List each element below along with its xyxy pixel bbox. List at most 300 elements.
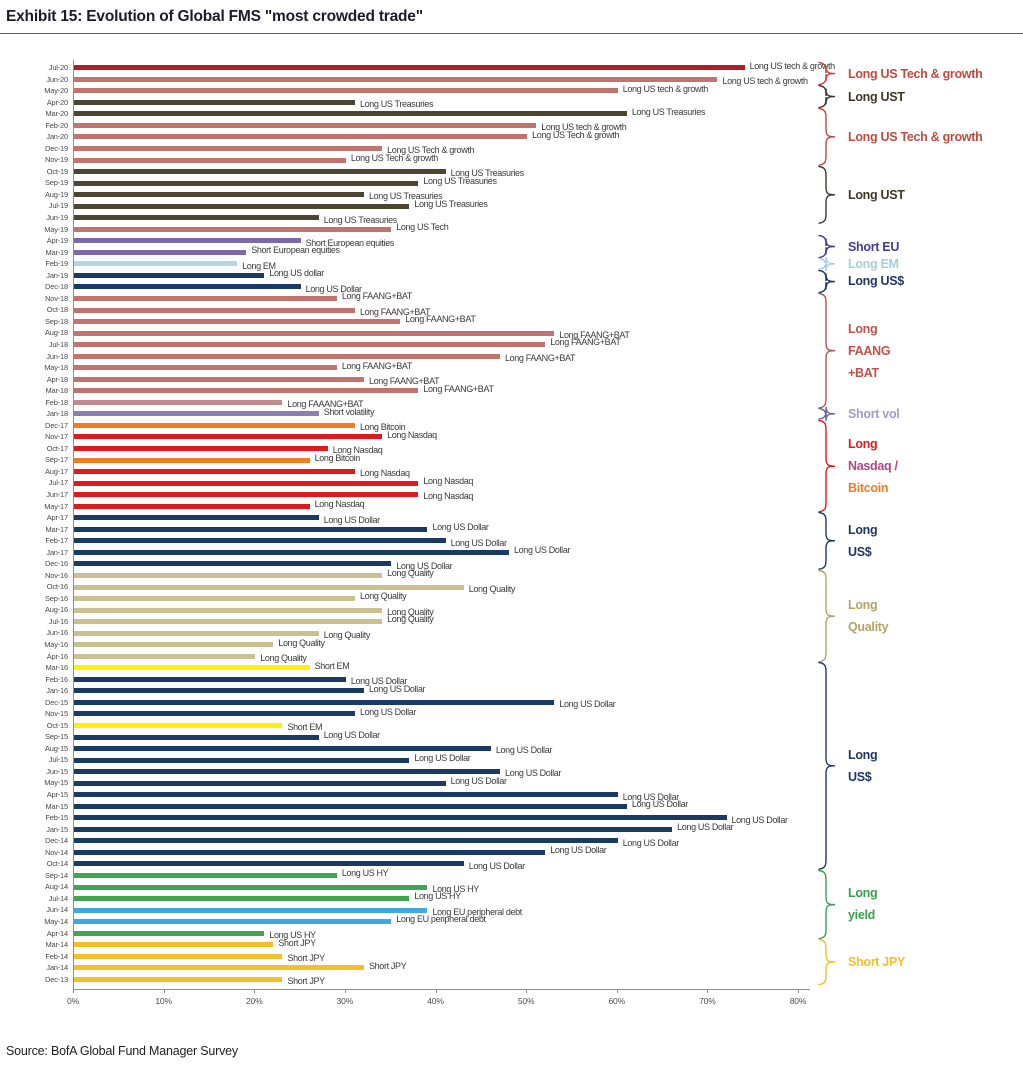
month-label: Jul-14 xyxy=(48,893,68,903)
bar xyxy=(74,931,264,936)
month-label: Jun-17 xyxy=(46,489,68,499)
bar xyxy=(74,469,355,474)
group-brace xyxy=(818,569,838,669)
bar xyxy=(74,296,337,301)
x-tick xyxy=(617,989,618,993)
bar xyxy=(74,377,364,382)
bar xyxy=(74,458,310,463)
bar-label: Long US Treasuries xyxy=(323,214,397,225)
month-label: Sep-19 xyxy=(45,178,68,188)
bar xyxy=(74,123,536,128)
month-label: Jun-20 xyxy=(46,74,68,84)
bar-label: Long US Dollar xyxy=(450,775,507,786)
group-brace xyxy=(818,107,838,172)
x-tick xyxy=(345,989,346,993)
month-label: Feb-16 xyxy=(45,674,68,684)
bar xyxy=(74,873,337,878)
month-label: Jan-19 xyxy=(46,270,68,280)
month-label: Apr-20 xyxy=(46,97,68,107)
bar xyxy=(74,261,237,266)
bar xyxy=(74,146,382,151)
bar-label: Long Bitcoin xyxy=(359,422,406,433)
group-label-line: Long US Tech & growth xyxy=(848,130,983,144)
month-label: Mar-19 xyxy=(45,247,68,257)
bar xyxy=(74,504,310,509)
bar xyxy=(74,815,727,820)
group-label xyxy=(848,240,899,254)
bar-label: Long FAANG+BAT xyxy=(559,329,630,340)
bar-label: Long FAANG+BAT xyxy=(550,337,621,348)
bar xyxy=(74,308,355,313)
bar xyxy=(74,158,346,163)
bar-label: Long US Dollar xyxy=(559,699,616,710)
group-label xyxy=(848,407,899,421)
bar-label: Short European equities xyxy=(251,245,340,256)
month-label: Dec-16 xyxy=(45,559,68,569)
month-label: Apr-15 xyxy=(46,790,68,800)
group-label-line: +BAT xyxy=(848,365,879,380)
group-label-line: Nasdaq / xyxy=(848,458,898,473)
group-brace xyxy=(818,869,838,946)
group-label xyxy=(848,130,982,144)
group-brace xyxy=(818,419,838,519)
month-label: Sep-18 xyxy=(45,316,68,326)
group-label-line: Long UST xyxy=(848,187,905,202)
bar-label: Long Nasdaq xyxy=(314,499,365,510)
bar xyxy=(74,388,418,393)
bar xyxy=(74,204,409,209)
bar-label: Long US Dollar xyxy=(622,791,679,802)
bar xyxy=(74,100,355,105)
month-label: May-18 xyxy=(44,363,68,373)
bar xyxy=(74,238,301,243)
group-label xyxy=(848,882,877,926)
bar-label: Long US Treasuries xyxy=(369,191,443,202)
x-tick-label: 40% xyxy=(427,996,444,1007)
group-label xyxy=(848,274,904,288)
month-label: Apr-14 xyxy=(46,928,68,938)
bar-label: Long Bitcoin xyxy=(314,452,360,463)
bar xyxy=(74,861,464,866)
month-label: May-15 xyxy=(44,778,68,788)
bar-label: Long US HY xyxy=(341,868,389,879)
x-tick xyxy=(73,989,74,993)
bar-label: Long US Treasuries xyxy=(423,175,497,186)
bar xyxy=(74,596,355,601)
bar-label: Long US Dollar xyxy=(550,845,607,856)
bar xyxy=(74,688,364,693)
bar xyxy=(74,885,427,890)
bar-label: Short volatility xyxy=(323,406,375,417)
bar-label: Long Quality xyxy=(278,637,325,648)
month-label: Dec-19 xyxy=(45,143,68,153)
bar-label: Long FAANG+BAT xyxy=(341,291,413,302)
bar xyxy=(74,227,391,232)
month-label: Dec-13 xyxy=(45,974,68,984)
bar xyxy=(74,169,446,174)
bar-label: Short JPY xyxy=(287,976,325,987)
bar-label: Long US Dollar xyxy=(369,683,426,694)
month-label: Jan-14 xyxy=(46,963,68,973)
month-label: May-17 xyxy=(44,501,68,511)
bar-label: Long FAANG+BAT xyxy=(423,383,494,394)
month-label: Mar-17 xyxy=(45,524,68,534)
bar-label: Long Nasdaq xyxy=(423,475,474,486)
bar-label: Long US Dollar xyxy=(414,752,471,763)
month-label: Nov-16 xyxy=(45,570,68,580)
bar xyxy=(74,677,346,682)
bar-label: Long US Dollar xyxy=(450,537,507,548)
month-label: Apr-18 xyxy=(46,374,68,384)
month-label: May-16 xyxy=(44,640,68,649)
month-label: Oct-18 xyxy=(46,305,68,315)
month-label: Oct-14 xyxy=(46,859,68,869)
x-tick xyxy=(254,989,255,993)
bar-label: Short JPY xyxy=(278,937,316,948)
bar xyxy=(74,758,409,763)
bar-label: Long US tech & growth xyxy=(622,83,708,94)
month-label: Dec-18 xyxy=(45,282,68,292)
month-label: Feb-14 xyxy=(45,951,68,961)
bar xyxy=(74,619,382,624)
bar xyxy=(74,411,319,416)
month-label: Jun-18 xyxy=(46,351,68,361)
bar xyxy=(74,446,328,451)
bar-label: Short EM xyxy=(314,660,350,671)
month-label: Jun-15 xyxy=(46,766,68,776)
bar xyxy=(74,769,500,774)
bar-label: Long US Treasuries xyxy=(450,168,524,179)
group-label xyxy=(848,257,899,271)
month-label: Nov-19 xyxy=(45,155,68,165)
bar-label: Short EM xyxy=(287,722,323,733)
bar-label: Long Quality xyxy=(323,629,371,640)
bar-label: Long Quality xyxy=(468,583,516,594)
month-label: Oct-15 xyxy=(46,720,68,730)
bar xyxy=(74,550,509,555)
group-label-line: Short JPY xyxy=(848,955,906,970)
month-label: Mar-18 xyxy=(45,386,68,396)
group-label-line: Short vol xyxy=(848,406,900,421)
page-title: Exhibit 15: Evolution of Global FMS "most crowded trade" xyxy=(6,8,423,25)
group-label xyxy=(848,955,905,969)
month-label: Nov-18 xyxy=(45,293,68,303)
bar-label: Long US Dollar xyxy=(495,745,553,756)
x-tick-label: 50% xyxy=(517,996,535,1007)
x-tick-label: 0% xyxy=(67,996,79,1007)
x-tick xyxy=(526,989,527,993)
bar xyxy=(74,527,427,532)
month-label: Mar-16 xyxy=(45,663,68,673)
bar-label: Long US Dollar xyxy=(731,814,788,825)
group-label-line: Long US$ xyxy=(848,274,904,289)
month-label: Apr-19 xyxy=(46,236,68,246)
bar-label: Long US Dollar xyxy=(350,676,408,687)
bar xyxy=(74,111,627,116)
bar-label: Long US Dollar xyxy=(622,837,679,848)
group-label xyxy=(848,67,982,81)
x-tick-label: 30% xyxy=(336,996,354,1007)
bar-label: Long FAANG+BAT xyxy=(369,376,440,387)
month-label: Jul-19 xyxy=(48,201,68,211)
group-label-line: Long xyxy=(848,522,878,537)
x-tick-label: 70% xyxy=(699,996,716,1007)
month-label: Nov-17 xyxy=(45,432,68,442)
bar-label: Long US Treasuries xyxy=(359,99,434,110)
month-label: Aug-15 xyxy=(45,743,68,753)
month-label: Dec-14 xyxy=(45,836,68,846)
bar xyxy=(74,896,409,901)
bar xyxy=(74,723,282,728)
bar xyxy=(74,850,545,855)
month-label: Sep-15 xyxy=(45,732,68,742)
month-label: Oct-16 xyxy=(46,582,68,592)
bar xyxy=(74,331,554,336)
x-tick xyxy=(164,989,165,993)
bar xyxy=(74,977,282,982)
bar xyxy=(74,342,545,347)
bar xyxy=(74,919,391,924)
bar xyxy=(74,354,500,359)
bar xyxy=(74,434,382,439)
bar-label: Short JPY xyxy=(369,960,407,971)
bar-label: Long EU peripheral debt xyxy=(432,906,522,917)
bar xyxy=(74,585,464,590)
bar xyxy=(74,827,672,832)
bar-label: Long FAANG+BAT xyxy=(504,353,576,363)
bar-label: Long US Dollar xyxy=(359,706,417,717)
month-label: Apr-16 xyxy=(46,651,68,661)
bar xyxy=(74,365,337,370)
bar-label: Long US Dollar xyxy=(305,283,362,294)
group-label xyxy=(848,594,888,638)
month-label: Mar-14 xyxy=(45,940,68,950)
bar-label: Long US HY xyxy=(432,883,479,894)
month-label: Jan-17 xyxy=(46,547,68,557)
month-label: Jan-16 xyxy=(46,686,68,696)
bar xyxy=(74,561,391,566)
month-label: May-19 xyxy=(44,224,68,234)
month-label: Mar-20 xyxy=(45,109,68,119)
bar-label: Long US Dollar xyxy=(432,522,489,533)
x-tick-label: 20% xyxy=(246,996,263,1007)
group-label-line: Long US Tech & growth xyxy=(848,66,983,81)
bar-label: Long US Dollar xyxy=(323,729,380,740)
group-label-line: Long xyxy=(848,597,878,612)
group-label xyxy=(848,188,905,202)
bar-label: Long US Tech & growth xyxy=(350,152,438,163)
bar xyxy=(74,746,491,751)
bar xyxy=(74,538,446,543)
bar xyxy=(74,423,355,428)
month-label: Jan-20 xyxy=(46,132,68,142)
bar-label: Long Nasdaq xyxy=(332,445,383,456)
month-label: Aug-17 xyxy=(45,466,68,476)
month-label: Jul-20 xyxy=(48,63,68,72)
month-label: Mar-15 xyxy=(45,801,68,811)
bar-label: Long FAAANG+BAT xyxy=(287,399,364,410)
x-tick xyxy=(436,989,437,993)
group-label-line: Long xyxy=(848,321,878,336)
bar-label: Long US Dollar xyxy=(468,860,525,871)
bar xyxy=(74,515,319,520)
bar-label: Long US tech & growth xyxy=(541,122,627,133)
bar-label: Long Quality xyxy=(387,614,434,625)
bar xyxy=(74,181,418,186)
x-tick-label: 80% xyxy=(789,996,807,1007)
bar-label: Short European equities xyxy=(305,237,395,248)
bar xyxy=(74,319,400,324)
bar-label: Long FAANG+BAT xyxy=(359,306,431,317)
group-label-line: Long xyxy=(848,436,878,451)
x-tick-label: 10% xyxy=(155,996,172,1007)
group-label-line: US$ xyxy=(848,769,872,784)
group-brace xyxy=(818,938,838,992)
bar-label: Long US Treasuries xyxy=(414,198,488,209)
bar-label: Long US Dollar xyxy=(677,822,734,833)
bar-label: Long US tech & growth xyxy=(722,76,808,87)
month-label: Jul-18 xyxy=(48,339,68,349)
x-tick-label: 60% xyxy=(608,996,625,1007)
month-label: Dec-15 xyxy=(45,697,68,707)
group-brace xyxy=(818,292,838,415)
month-label: Jun-14 xyxy=(46,905,68,915)
group-label xyxy=(848,744,877,788)
bar-label: Long Quality xyxy=(387,568,434,579)
bar xyxy=(74,781,446,786)
group-label-line: Long xyxy=(848,747,878,762)
group-label-line: yield xyxy=(848,908,875,923)
bar xyxy=(74,492,418,497)
bar xyxy=(74,134,527,139)
bar-label: Long US Tech & growth xyxy=(532,129,620,140)
bar-label: Long US Treasuries xyxy=(631,106,706,117)
month-label: Feb-15 xyxy=(45,813,68,823)
bar xyxy=(74,965,364,970)
bar xyxy=(74,711,355,716)
group-label-line: Long EM xyxy=(848,256,899,271)
group-label-line: Short EU xyxy=(848,239,900,254)
group-brace xyxy=(818,661,838,876)
bar xyxy=(74,284,301,289)
bar xyxy=(74,735,319,740)
bar-label: Long US Tech xyxy=(396,222,449,233)
month-label: Oct-17 xyxy=(46,443,68,453)
group-brace xyxy=(818,165,838,230)
bar xyxy=(74,192,364,197)
bar-label: Long US Dollar xyxy=(504,768,562,779)
month-label: Apr-17 xyxy=(46,513,68,523)
bar xyxy=(74,792,618,797)
bar xyxy=(74,654,255,659)
bar-label: Long US Dollar xyxy=(396,560,453,571)
bar-label: Short JPY xyxy=(287,953,325,964)
month-label: May-20 xyxy=(44,86,68,96)
month-label: Aug-18 xyxy=(45,328,68,338)
bar-label: Long Quality xyxy=(359,591,407,602)
bar xyxy=(74,665,310,670)
month-label: Jul-16 xyxy=(48,616,68,626)
bar xyxy=(74,608,382,613)
group-label-line: US$ xyxy=(848,544,872,559)
bar xyxy=(74,250,246,255)
bar-label: Long Nasdaq xyxy=(423,491,474,502)
x-tick xyxy=(707,989,708,993)
bar-label: Long US HY xyxy=(269,930,316,940)
group-label-line: Long xyxy=(848,886,878,901)
bar-label: Long US dollar xyxy=(269,268,324,279)
bar xyxy=(74,954,282,959)
bar xyxy=(74,481,418,486)
bar-label: Long Quality xyxy=(260,653,307,664)
bar xyxy=(74,400,282,405)
bar xyxy=(74,838,618,843)
month-label: Sep-14 xyxy=(45,870,68,880)
bar-label: Long US Dollar xyxy=(323,514,380,525)
month-label: Jan-15 xyxy=(46,824,68,834)
month-label: Aug-14 xyxy=(45,882,68,892)
bar xyxy=(74,804,627,809)
month-label: Nov-14 xyxy=(45,847,68,857)
bar-label: Long Nasdaq xyxy=(359,468,410,479)
bar xyxy=(74,88,618,93)
month-label: Oct-19 xyxy=(46,166,68,176)
bar-label: Long EU peripheral debt xyxy=(396,914,486,925)
bar-label: Long US HY xyxy=(414,891,461,902)
group-label-line: Bitcoin xyxy=(848,480,889,495)
bar-label: Long US tech & growth xyxy=(749,60,835,71)
month-label: Feb-20 xyxy=(45,120,68,130)
bar xyxy=(74,642,273,647)
group-label xyxy=(848,433,898,499)
x-tick xyxy=(798,989,799,993)
group-label-line: FAANG xyxy=(848,343,891,358)
bar-label: Long Nasdaq xyxy=(387,429,437,440)
bar-label: Long US Dollar xyxy=(631,799,688,810)
bar-label: Long FAANG+BAT xyxy=(405,314,476,325)
month-label: Jun-19 xyxy=(46,213,68,223)
bar-label: Long US Dollar xyxy=(514,545,571,556)
bar-label: Long EM xyxy=(242,260,276,271)
bar xyxy=(74,631,319,636)
bar-label: Long Quality xyxy=(387,606,434,617)
y-axis xyxy=(73,60,74,989)
group-brace xyxy=(818,511,838,576)
bar xyxy=(74,273,264,278)
bar xyxy=(74,215,319,220)
bar-label: Long US Tech & growth xyxy=(387,145,475,156)
month-label: Jul-17 xyxy=(48,478,68,488)
bar xyxy=(74,700,554,705)
month-label: Feb-17 xyxy=(45,536,68,546)
group-label xyxy=(848,318,890,384)
x-axis xyxy=(73,989,810,990)
bar xyxy=(74,65,745,70)
month-label: May-14 xyxy=(44,916,68,926)
group-label-line: Long UST xyxy=(848,89,905,104)
bar-label: Long FAANG+BAT xyxy=(341,360,413,371)
group-label xyxy=(848,90,905,104)
bar xyxy=(74,77,717,82)
group-label xyxy=(848,519,877,563)
bar xyxy=(74,942,273,947)
month-label: Sep-17 xyxy=(45,455,68,465)
month-label: Dec-17 xyxy=(45,420,68,430)
bar xyxy=(74,573,382,578)
month-label: Feb-18 xyxy=(45,397,68,407)
month-label: Jan-18 xyxy=(46,409,68,419)
month-label: Jun-16 xyxy=(46,628,68,638)
